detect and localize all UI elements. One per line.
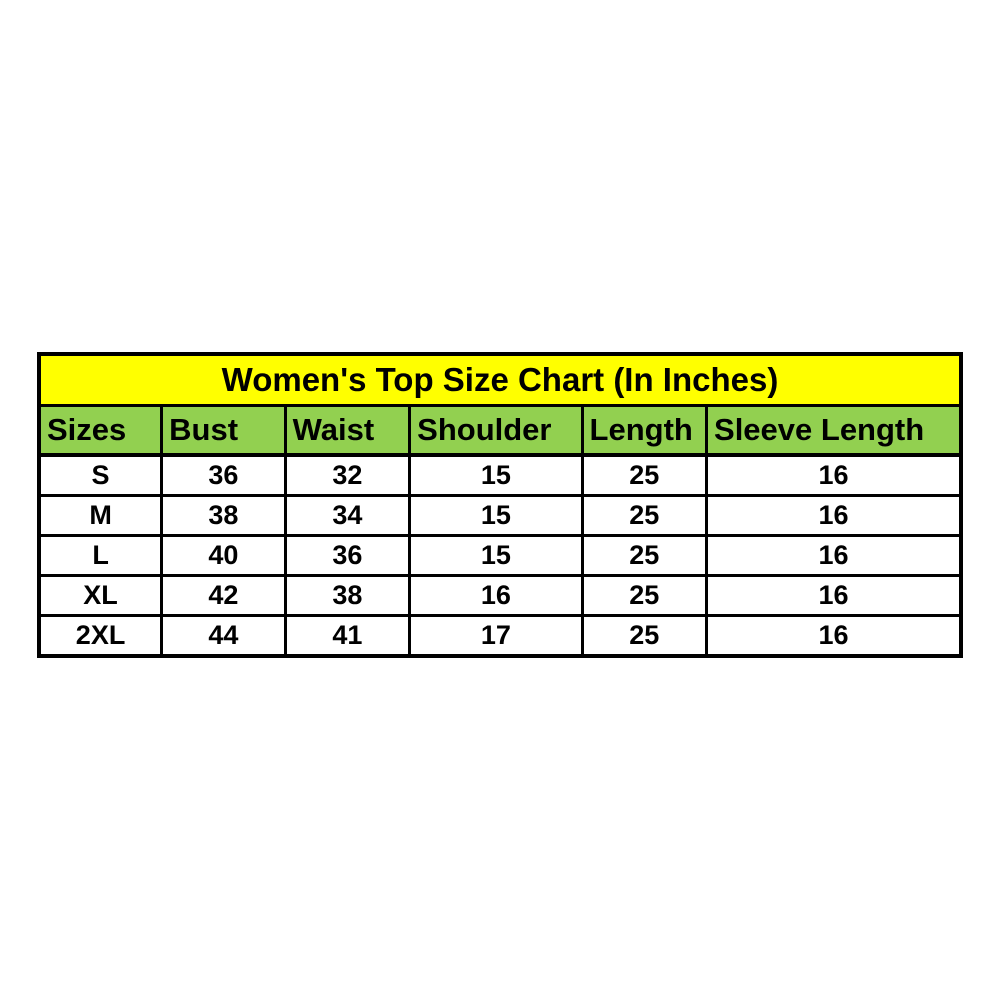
header-row <box>39 406 961 456</box>
size-label: M <box>39 496 162 536</box>
length-value: 25 <box>582 496 706 536</box>
table-row-s <box>39 455 961 496</box>
sleeve-length-value: 16 <box>707 616 961 657</box>
length-value: 25 <box>582 616 706 657</box>
sleeve-length-value: 16 <box>707 536 961 576</box>
table-row-2xl <box>39 616 961 657</box>
shoulder-value: 17 <box>410 616 582 657</box>
column-header-waist: Waist <box>285 406 409 456</box>
bust-value: 44 <box>162 616 286 657</box>
waist-value: 36 <box>285 536 409 576</box>
size-label: 2XL <box>39 616 162 657</box>
waist-value: 32 <box>285 455 409 496</box>
sleeve-length-value: 16 <box>707 455 961 496</box>
table-title: Women's Top Size Chart (In Inches) <box>39 354 961 406</box>
table-row-m <box>39 496 961 536</box>
length-value: 25 <box>582 455 706 496</box>
size-label: XL <box>39 576 162 616</box>
shoulder-value: 15 <box>410 455 582 496</box>
bust-value: 42 <box>162 576 286 616</box>
sleeve-length-value: 16 <box>707 576 961 616</box>
waist-value: 34 <box>285 496 409 536</box>
column-header-sizes: Sizes <box>39 406 162 456</box>
length-value: 25 <box>582 536 706 576</box>
column-header-length: Length <box>582 406 706 456</box>
sleeve-length-value: 16 <box>707 496 961 536</box>
shoulder-value: 16 <box>410 576 582 616</box>
table-row-xl <box>39 576 961 616</box>
size-chart-table <box>37 352 963 658</box>
column-header-shoulder: Shoulder <box>410 406 582 456</box>
column-header-bust: Bust <box>162 406 286 456</box>
waist-value: 38 <box>285 576 409 616</box>
shoulder-value: 15 <box>410 536 582 576</box>
waist-value: 41 <box>285 616 409 657</box>
column-header-sleeve-length: Sleeve Length <box>707 406 961 456</box>
bust-value: 36 <box>162 455 286 496</box>
title-row <box>39 354 961 406</box>
size-label: L <box>39 536 162 576</box>
bust-value: 38 <box>162 496 286 536</box>
size-label: S <box>39 455 162 496</box>
length-value: 25 <box>582 576 706 616</box>
shoulder-value: 15 <box>410 496 582 536</box>
table-row-l <box>39 536 961 576</box>
bust-value: 40 <box>162 536 286 576</box>
